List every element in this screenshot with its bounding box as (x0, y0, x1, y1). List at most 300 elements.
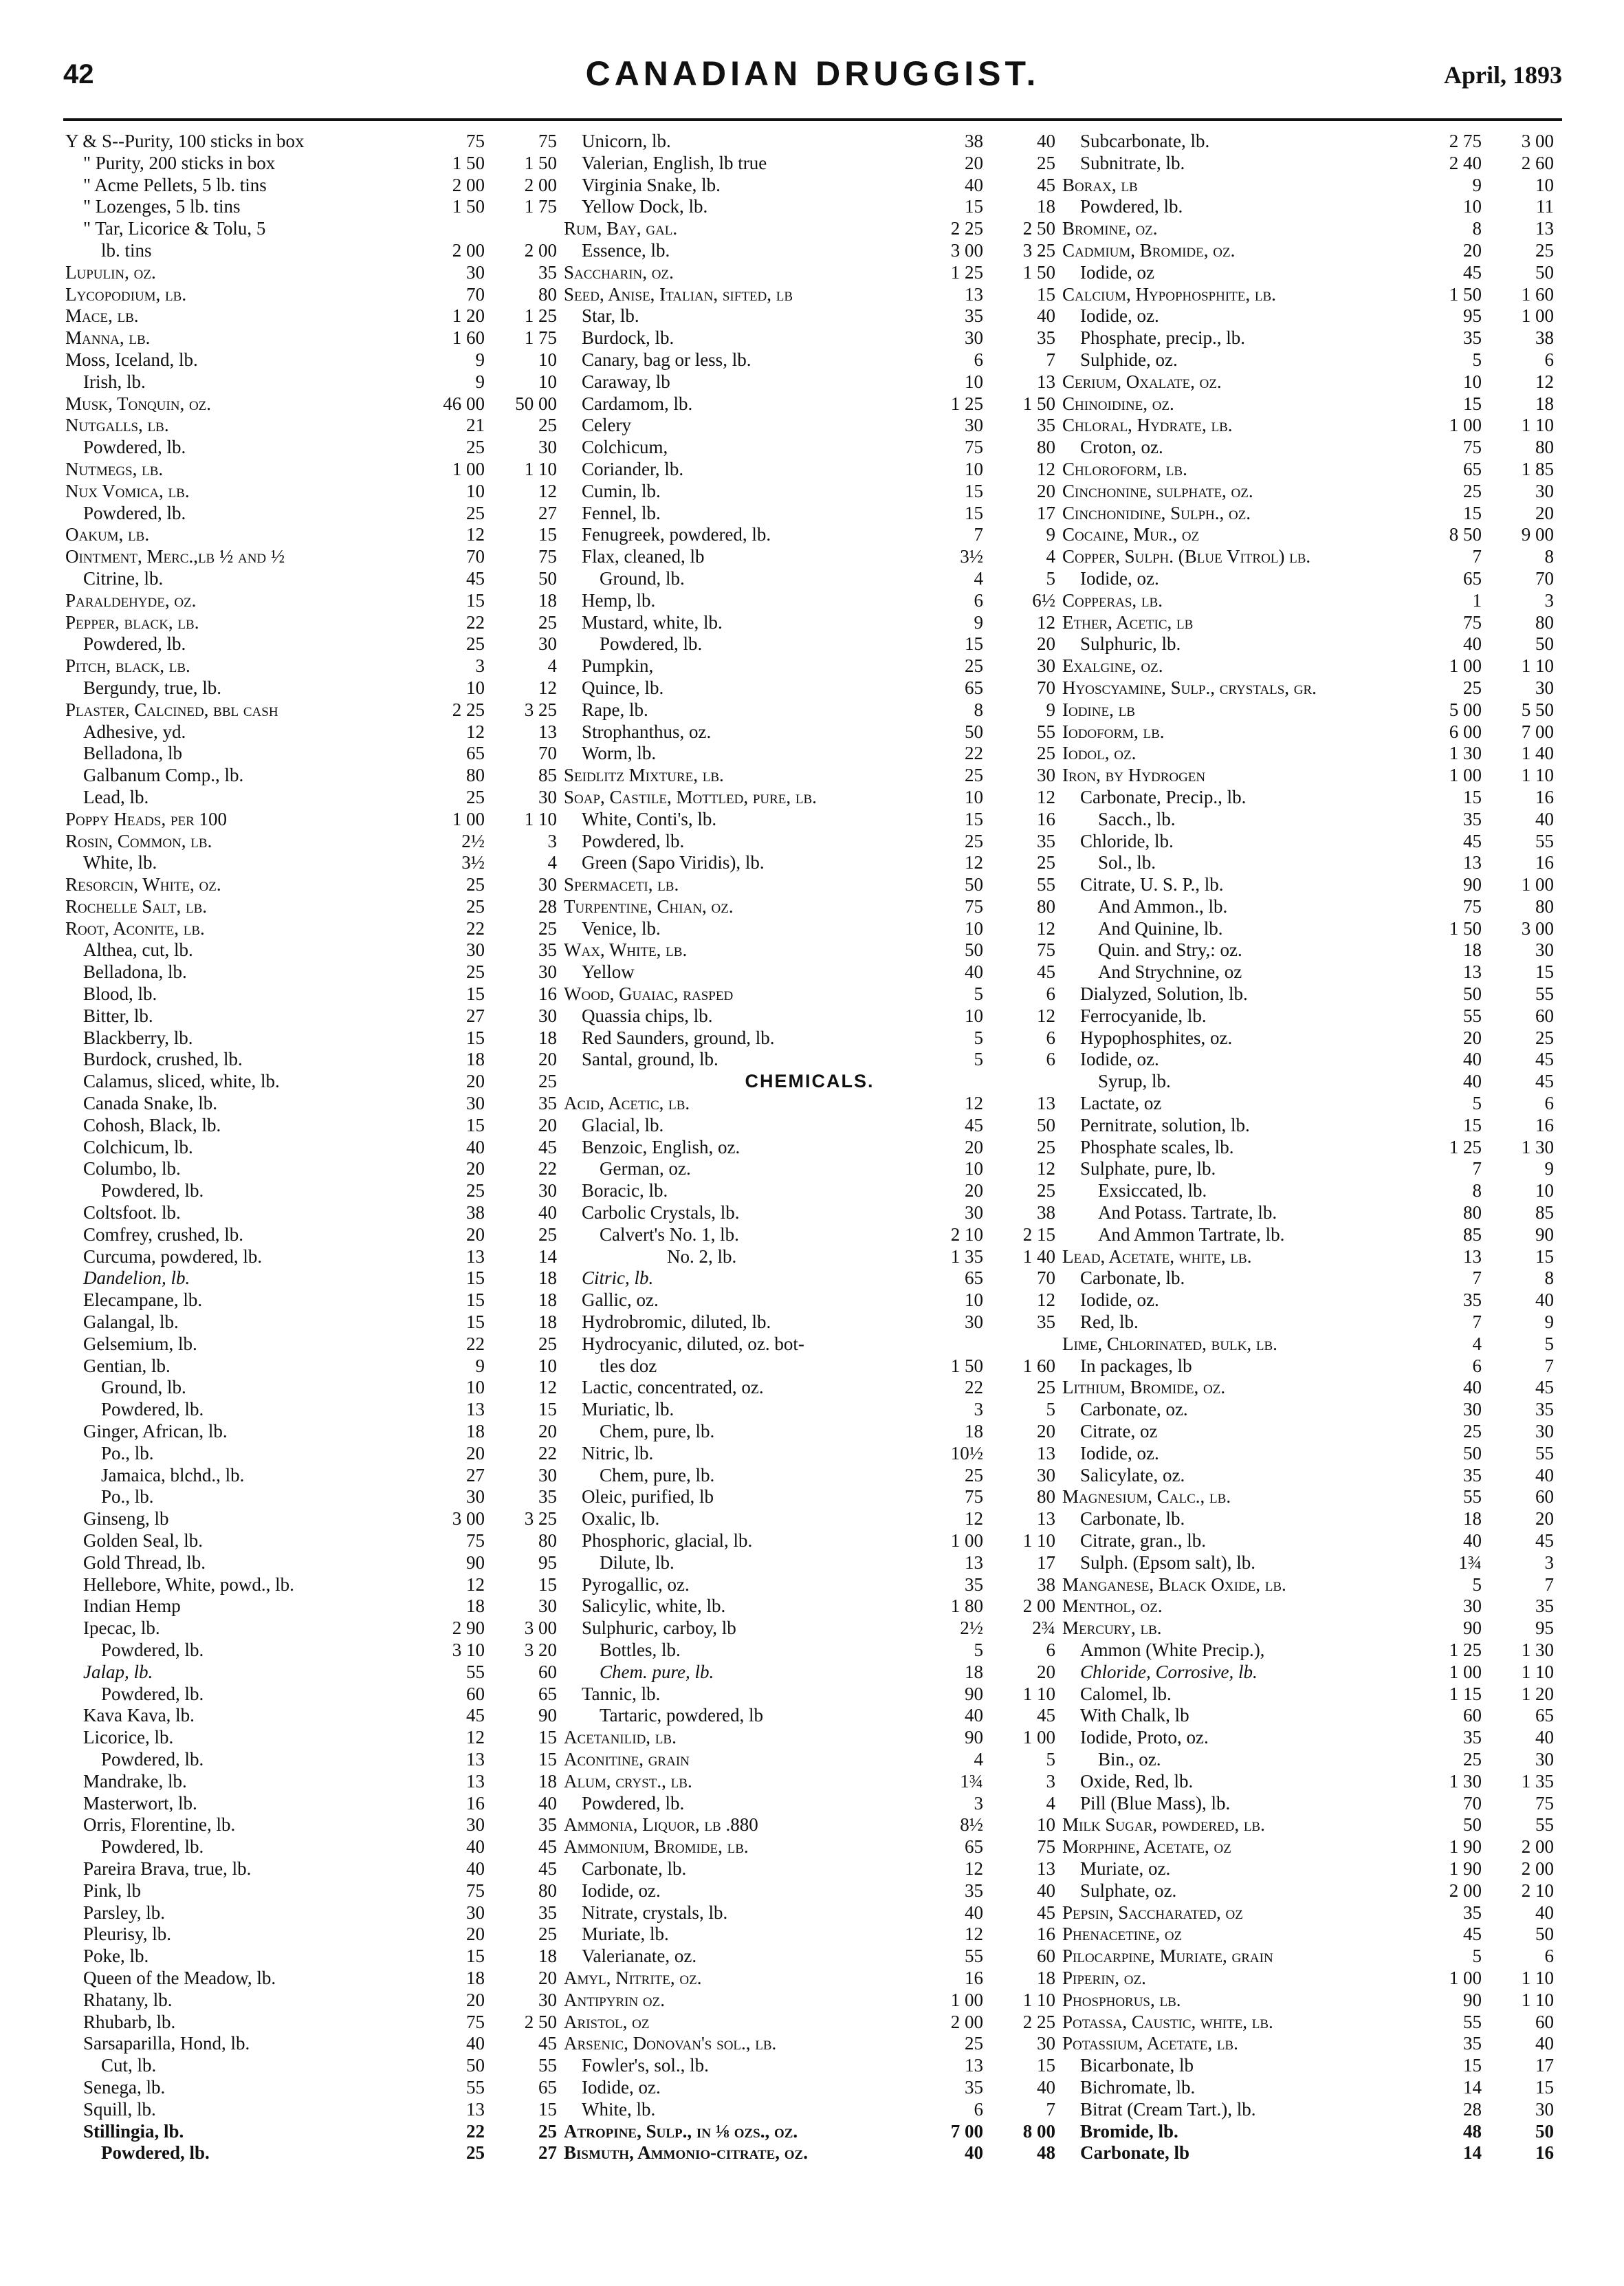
price-row (1062, 2077, 1554, 2099)
price-high: 38 (1037, 1202, 1055, 1223)
price-low: 28 (1463, 2098, 1482, 2120)
price-row (1062, 831, 1554, 853)
price-column-3 (1062, 131, 1554, 2164)
price-high: 20 (538, 1049, 557, 1070)
item-name: Powdered, lb. (101, 1683, 204, 1704)
item-name: Exalgine, oz. (1062, 655, 1163, 677)
price-row (65, 1049, 557, 1071)
price-low: 40 (965, 1902, 983, 1923)
price-low: 1 80 (950, 1596, 983, 1617)
price-high: 30 (1535, 939, 1554, 961)
price-row (564, 1814, 1055, 1836)
price-high: 13 (538, 721, 557, 742)
price-row (65, 721, 557, 743)
price-high: 4 (547, 655, 557, 677)
price-low: 65 (965, 1267, 983, 1289)
price-high: 3 25 (524, 699, 557, 720)
price-high: 55 (1037, 721, 1055, 742)
price-row (1062, 524, 1554, 546)
price-row (564, 1880, 1055, 1902)
price-high: 6 (1046, 983, 1055, 1005)
item-name: Amyl, Nitrite, oz. (564, 1967, 702, 1988)
price-low: 14 (1463, 2076, 1482, 2098)
price-high: 1 35 (1521, 1770, 1554, 1792)
price-low: 30 (1463, 1399, 1482, 1420)
price-low: 1 30 (1449, 743, 1482, 764)
price-low: 90 (965, 1683, 983, 1704)
price-high: 1 10 (524, 808, 557, 829)
item-name: Seidlitz Mixture, lb. (564, 765, 724, 786)
price-high: 95 (538, 1552, 557, 1573)
price-row (65, 131, 557, 153)
item-name: Dilute, lb. (600, 1552, 674, 1573)
item-name: Valerianate, oz. (582, 1946, 697, 1967)
price-low: 45 (1463, 261, 1482, 283)
price-high: 45 (1037, 1705, 1055, 1726)
item-name: Licorice, lb. (83, 1727, 174, 1748)
price-high: 6 (1544, 1946, 1554, 1967)
price-high: 30 (538, 1596, 557, 1617)
price-row (564, 2121, 1055, 2143)
price-low: 15 (965, 196, 983, 217)
price-row (65, 459, 557, 481)
item-name: Carbonate, oz. (1080, 1399, 1188, 1420)
price-high: 1 10 (1521, 415, 1554, 436)
price-low: 14 (1463, 2142, 1482, 2164)
price-high: 75 (538, 131, 557, 151)
item-name: Magnesium, Calc., lb. (1062, 1486, 1231, 1507)
price-low: 30 (965, 327, 983, 349)
price-high: 3 (1046, 1770, 1055, 1792)
price-high: 1 50 (524, 152, 557, 173)
price-high: 30 (1535, 2098, 1554, 2120)
item-name: Boracic, lb. (582, 1180, 668, 1201)
price-low: 35 (1463, 1902, 1482, 1923)
price-row (65, 218, 557, 240)
price-high: 20 (538, 1114, 557, 1135)
item-name: Hellebore, White, powd., lb. (83, 1574, 294, 1595)
price-low: 10 (466, 1377, 485, 1398)
price-row (65, 1027, 557, 1049)
price-high: 15 (1037, 2055, 1055, 2076)
price-row (1062, 1836, 1554, 1858)
price-high: 6 (1046, 1049, 1055, 1070)
price-row (564, 1946, 1055, 1968)
item-name: tles doz (600, 1355, 657, 1376)
price-high: 25 (538, 415, 557, 436)
price-row (65, 1574, 557, 1596)
item-name: Worm, lb. (582, 743, 657, 764)
price-low: 1 60 (452, 327, 485, 349)
price-row (1062, 939, 1554, 961)
price-row (564, 655, 1055, 677)
price-high: 25 (1037, 1180, 1055, 1201)
item-name: Menthol, oz. (1062, 1596, 1163, 1617)
price-row (65, 1267, 557, 1289)
price-row (1062, 1421, 1554, 1443)
price-high: 25 (1037, 152, 1055, 173)
item-name: Oxide, Red, lb. (1080, 1770, 1194, 1792)
price-low: 20 (466, 1924, 485, 1945)
price-row (564, 939, 1055, 961)
item-name: Iodine, lb (1062, 699, 1135, 720)
price-low: 20 (466, 1223, 485, 1245)
price-row (1062, 1946, 1554, 1968)
price-row (1062, 1246, 1554, 1268)
price-row (564, 2077, 1055, 2099)
price-row (564, 1158, 1055, 1180)
price-low: 30 (466, 1093, 485, 1114)
item-name: Nitrate, crystals, lb. (582, 1902, 728, 1923)
price-low: 18 (1463, 1508, 1482, 1530)
item-name: Sulphate, pure, lb. (1080, 1158, 1216, 1179)
item-name: Lead, lb. (83, 786, 149, 807)
price-low: 45 (466, 1705, 485, 1726)
item-name: Potassium, Acetate, lb. (1062, 2033, 1238, 2054)
price-row (65, 2121, 557, 2143)
price-high: 80 (1535, 895, 1554, 917)
price-high: 15 (538, 2098, 557, 2120)
price-low: 80 (1463, 1202, 1482, 1223)
price-high: 25 (538, 2120, 557, 2142)
price-high: 9 (1046, 524, 1055, 545)
price-row (564, 1115, 1055, 1137)
price-low: 1 50 (1449, 917, 1482, 939)
price-high: 18 (538, 1946, 557, 1967)
price-row (564, 1530, 1055, 1552)
price-high: 1 85 (1521, 458, 1554, 479)
price-high: 50 (1535, 261, 1554, 283)
price-high: 90 (1535, 1223, 1554, 1245)
price-row (564, 1902, 1055, 1924)
price-row (564, 1399, 1055, 1421)
price-row (65, 1180, 557, 1202)
price-low: 8 (974, 699, 983, 720)
price-row (65, 1814, 557, 1836)
price-high: 15 (538, 1748, 557, 1770)
price-low: 40 (965, 2142, 983, 2164)
item-name: Belladona, lb (83, 743, 182, 764)
price-row (1062, 1596, 1554, 1618)
price-low: 7 00 (950, 2120, 983, 2142)
price-row (65, 1115, 557, 1137)
price-low: 2 10 (950, 1223, 983, 1245)
price-low: 40 (1463, 1377, 1482, 1398)
price-high: 2 25 (1022, 2011, 1055, 2032)
price-high: 1 10 (1521, 1989, 1554, 2010)
item-name: Calomel, lb. (1080, 1683, 1172, 1704)
price-low: 60 (466, 1683, 485, 1704)
price-high: 35 (538, 1093, 557, 1114)
price-row (65, 546, 557, 568)
price-row (65, 349, 557, 371)
item-name: Y & S--Purity, 100 sticks in box (65, 131, 305, 151)
price-row (1062, 1158, 1554, 1180)
price-row (564, 1093, 1055, 1115)
item-name: Fennel, lb. (582, 502, 661, 523)
item-name: Antipyrin oz. (564, 1989, 665, 2010)
price-high: 45 (1535, 1530, 1554, 1551)
item-name: Orris, Florentine, lb. (83, 1814, 236, 1836)
price-high: 17 (1535, 2055, 1554, 2076)
price-high: 20 (1037, 633, 1055, 655)
price-low: 1 25 (1449, 1136, 1482, 1157)
price-high: 55 (1535, 1814, 1554, 1836)
price-low: 3 10 (452, 1639, 485, 1660)
price-low: 55 (1463, 1005, 1482, 1026)
price-row (1062, 481, 1554, 503)
price-low: 55 (466, 1661, 485, 1682)
price-row (1062, 1858, 1554, 1880)
price-low: 45 (466, 567, 485, 589)
price-high: 40 (1535, 2033, 1554, 2054)
price-low: 2 40 (1449, 152, 1482, 173)
price-low: 50 (965, 874, 983, 895)
price-low: 50 (1463, 983, 1482, 1005)
item-name: Cocaine, Mur., oz (1062, 524, 1200, 545)
price-low: 2 00 (1449, 1880, 1482, 1901)
price-low: 9 (475, 1355, 485, 1376)
price-low: 2 00 (950, 2011, 983, 2032)
price-row (1062, 1508, 1554, 1530)
price-row (65, 568, 557, 590)
price-low: 60 (1463, 1705, 1482, 1726)
item-name: Senega, lb. (83, 2076, 166, 2098)
price-row (564, 415, 1055, 437)
price-high: 25 (1037, 1377, 1055, 1398)
price-row (65, 153, 557, 175)
item-name: Ferrocyanide, lb. (1080, 1005, 1207, 1026)
price-low: 38 (466, 1202, 485, 1223)
price-low: 4 (974, 1748, 983, 1770)
item-name: Chloroform, lb. (1062, 458, 1187, 479)
price-low: 3 (974, 1792, 983, 1814)
price-high: 16 (1535, 786, 1554, 807)
item-name: Powdered, lb. (600, 633, 703, 655)
price-low: 45 (1463, 1924, 1482, 1945)
price-high: 60 (1535, 1486, 1554, 1507)
price-row (65, 743, 557, 765)
price-low: 20 (1463, 1027, 1482, 1048)
price-low: 12 (466, 1727, 485, 1748)
item-name: Canary, bag or less, lb. (582, 349, 751, 370)
price-high: 1 10 (1521, 1661, 1554, 1682)
price-low: 15 (466, 1114, 485, 1135)
price-high: 8 (1544, 546, 1554, 567)
price-low: 25 (1463, 1421, 1482, 1442)
price-row (564, 699, 1055, 721)
item-name: Hyoscyamine, Sulp., crystals, gr. (1062, 677, 1317, 698)
item-name: Sarsaparilla, Hond, lb. (83, 2033, 250, 2054)
price-high: 45 (538, 1836, 557, 1858)
price-row (65, 2077, 557, 2099)
item-name: Sol., lb. (1098, 852, 1156, 873)
price-low: 25 (466, 874, 485, 895)
price-row (1062, 1968, 1554, 1990)
price-row (1062, 1137, 1554, 1159)
price-row (1062, 327, 1554, 349)
item-name: Bitrat (Cream Tart.), lb. (1080, 2098, 1256, 2120)
price-high: 1 10 (524, 458, 557, 479)
price-row (1062, 1027, 1554, 1049)
price-low: 15 (466, 1311, 485, 1333)
item-name: And Ammon., lb. (1098, 895, 1228, 917)
price-high: 25 (1535, 239, 1554, 261)
price-high: 2 10 (1521, 1880, 1554, 1901)
price-row (65, 1071, 557, 1093)
price-row (65, 1530, 557, 1552)
price-high: 35 (538, 1814, 557, 1836)
price-low: 40 (466, 1858, 485, 1879)
price-high: 2 60 (1521, 152, 1554, 173)
item-name: Colchicum, (582, 437, 668, 458)
price-row (65, 2012, 557, 2034)
price-low: 2½ (461, 830, 485, 851)
price-high: 16 (1535, 2142, 1554, 2164)
price-high: 16 (1037, 1924, 1055, 1945)
price-high: 4 (1046, 1792, 1055, 1814)
price-row (564, 240, 1055, 262)
price-low: 5 00 (1449, 699, 1482, 720)
price-row (65, 1990, 557, 2012)
item-name: Sulphide, oz. (1080, 349, 1178, 370)
price-low: 40 (965, 961, 983, 983)
price-high: 13 (1037, 1093, 1055, 1114)
item-name: Fowler's, sol., lb. (582, 2055, 709, 2076)
price-high: 10 (538, 371, 557, 392)
price-high: 80 (538, 1530, 557, 1551)
price-high: 85 (538, 765, 557, 786)
price-row (564, 1071, 1055, 1093)
item-name: Ground, lb. (600, 567, 685, 589)
item-name: Pareira Brava, true, lb. (83, 1858, 252, 1879)
price-row (65, 612, 557, 634)
item-name: Calvert's No. 1, lb. (600, 1223, 739, 1245)
price-high: 30 (538, 961, 557, 983)
item-name: Unicorn, lb. (582, 131, 671, 151)
price-high: 40 (1535, 1464, 1554, 1485)
price-low: 1 15 (1449, 1683, 1482, 1704)
price-row (1062, 655, 1554, 677)
price-row (564, 1027, 1055, 1049)
price-row (564, 1377, 1055, 1399)
item-name: Celery (582, 415, 631, 436)
price-row (1062, 415, 1554, 437)
price-low: 6 (974, 349, 983, 370)
price-low: 1 00 (950, 1989, 983, 2010)
item-name: Muriatic, lb. (582, 1399, 674, 1420)
item-name: Indian Hemp (83, 1596, 181, 1617)
item-name: Powdered, lb. (83, 633, 186, 655)
item-name: Red Saunders, ground, lb. (582, 1027, 775, 1048)
price-high: 30 (1037, 2033, 1055, 2054)
price-high: 2 00 (524, 239, 557, 261)
price-high: 2 50 (1022, 218, 1055, 239)
price-low: 22 (965, 1377, 983, 1398)
item-name: Burdock, lb. (582, 327, 674, 349)
item-name: Cut, lb. (101, 2055, 157, 2076)
price-row (1062, 1814, 1554, 1836)
price-high: 50 (1037, 1114, 1055, 1135)
price-row (65, 655, 557, 677)
price-row (1062, 633, 1554, 655)
item-name: Iodide, oz. (1080, 1442, 1159, 1463)
price-row (564, 1771, 1055, 1793)
price-row (1062, 1399, 1554, 1421)
price-row (564, 437, 1055, 459)
price-high: 1 25 (524, 305, 557, 327)
item-name: Iodide, oz. (582, 2076, 661, 2098)
item-name: Rape, lb. (582, 699, 648, 720)
price-high: 70 (1037, 677, 1055, 698)
price-high: 20 (538, 1421, 557, 1442)
item-name: Jalap, lb. (83, 1661, 153, 1682)
price-low: 6 (1472, 1355, 1482, 1376)
price-high: 18 (538, 1770, 557, 1792)
price-low: 22 (965, 743, 983, 764)
item-name: Lithium, Bromide, oz. (1062, 1377, 1226, 1398)
price-row (65, 699, 557, 721)
price-row (65, 1399, 557, 1421)
price-low: 10 (965, 786, 983, 807)
price-low: 25 (466, 2142, 485, 2164)
item-name: Lime, Chlorinated, bulk, lb. (1062, 1333, 1277, 1354)
price-low: 30 (466, 1486, 485, 1507)
item-name: Iron, by Hydrogen (1062, 765, 1206, 786)
price-high: 18 (538, 589, 557, 611)
price-row (65, 590, 557, 612)
price-low: 65 (965, 677, 983, 698)
item-name: Rum, Bay, gal. (564, 218, 678, 239)
price-high: 25 (538, 917, 557, 939)
item-name: " Lozenges, 5 lb. tins (83, 196, 241, 217)
item-name: White, Conti's, lb. (582, 808, 717, 829)
price-row (65, 1705, 557, 1727)
price-high: 5 (1544, 1333, 1554, 1354)
page-number: 42 (63, 59, 94, 89)
price-low: 65 (1463, 567, 1482, 589)
price-row (65, 1289, 557, 1311)
price-low: 50 (1463, 1814, 1482, 1836)
item-name: Rosin, Common, lb. (65, 830, 212, 851)
price-row (1062, 2033, 1554, 2055)
price-high: 65 (538, 2076, 557, 2098)
item-name: No. 2, lb. (667, 1245, 737, 1267)
price-high: 2 00 (1521, 1836, 1554, 1858)
price-high: 80 (1037, 437, 1055, 458)
price-column-1 (65, 131, 557, 2164)
item-name: Iodide, Proto, oz. (1080, 1727, 1209, 1748)
price-high: 45 (538, 2033, 557, 2054)
item-name: Powdered, lb. (101, 1639, 204, 1660)
price-row (564, 2142, 1055, 2164)
item-name: Blood, lb. (83, 983, 157, 1005)
issue-date: April, 1893 (1443, 61, 1562, 89)
item-name: Strophanthus, oz. (582, 721, 712, 742)
price-row (1062, 1990, 1554, 2012)
item-name: Chem, pure, lb. (600, 1421, 715, 1442)
item-name: Adhesive, yd. (83, 721, 186, 742)
price-high: 16 (1535, 1114, 1554, 1135)
price-high: 20 (1535, 1508, 1554, 1530)
price-high: 1 40 (1022, 1245, 1055, 1267)
item-name: Citrate, U. S. P., lb. (1080, 874, 1224, 895)
price-low: 10 (965, 1005, 983, 1026)
price-low: 1¾ (1458, 1552, 1482, 1573)
price-low: 30 (466, 1902, 485, 1923)
price-row (564, 1356, 1055, 1378)
price-row (1062, 852, 1554, 874)
